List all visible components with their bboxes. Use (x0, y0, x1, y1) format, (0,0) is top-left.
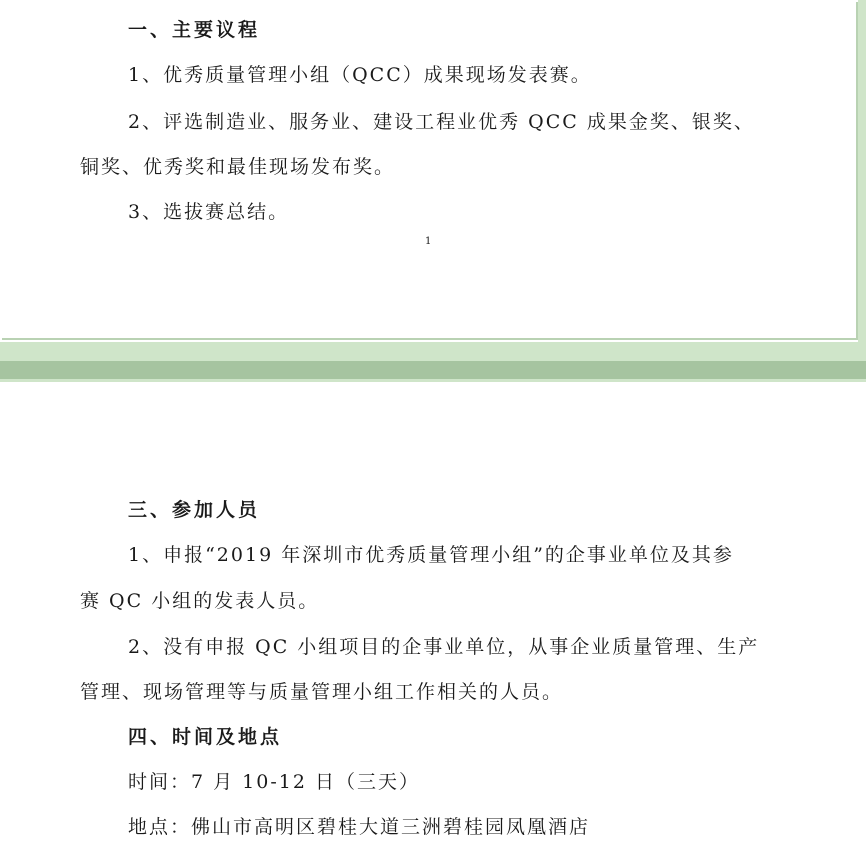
page-number: 1 (425, 236, 432, 247)
participants-item-1-line-1: 1、申报“2019 年深圳市优秀质量管理小组”的企事业单位及其参 (128, 544, 734, 566)
agenda-item-1: 1、优秀质量管理小组（QCC）成果现场发表赛。 (128, 64, 592, 86)
document-page-2 (0, 382, 866, 849)
place-line: 地点：佛山市高明区碧桂大道三洲碧桂园凤凰酒店 (128, 816, 591, 838)
agenda-item-2-line-2: 铜奖、优秀奖和最佳现场发布奖。 (80, 156, 396, 178)
section-heading-agenda: 一、主要议程 (128, 19, 261, 41)
time-line: 时间：7 月 10-12 日（三天） (128, 771, 420, 793)
participants-item-1-line-2: 赛 QC 小组的发表人员。 (80, 590, 320, 612)
page-gutter-band (0, 361, 866, 379)
participants-item-2-line-1: 2、没有申报 QC 小组项目的企事业单位，从事企业质量管理、生产 (128, 636, 760, 658)
section-heading-participants: 三、参加人员 (128, 499, 261, 521)
agenda-item-3: 3、选拔赛总结。 (128, 201, 290, 223)
section-heading-time-place: 四、时间及地点 (128, 726, 283, 748)
viewer-background-strip (858, 0, 866, 342)
agenda-item-2-line-1: 2、评选制造业、服务业、建设工程业优秀 QCC 成果金奖、银奖、 (128, 111, 755, 133)
participants-item-2-line-2: 管理、现场管理等与质量管理小组工作相关的人员。 (80, 681, 564, 703)
document-page-1 (0, 0, 856, 338)
